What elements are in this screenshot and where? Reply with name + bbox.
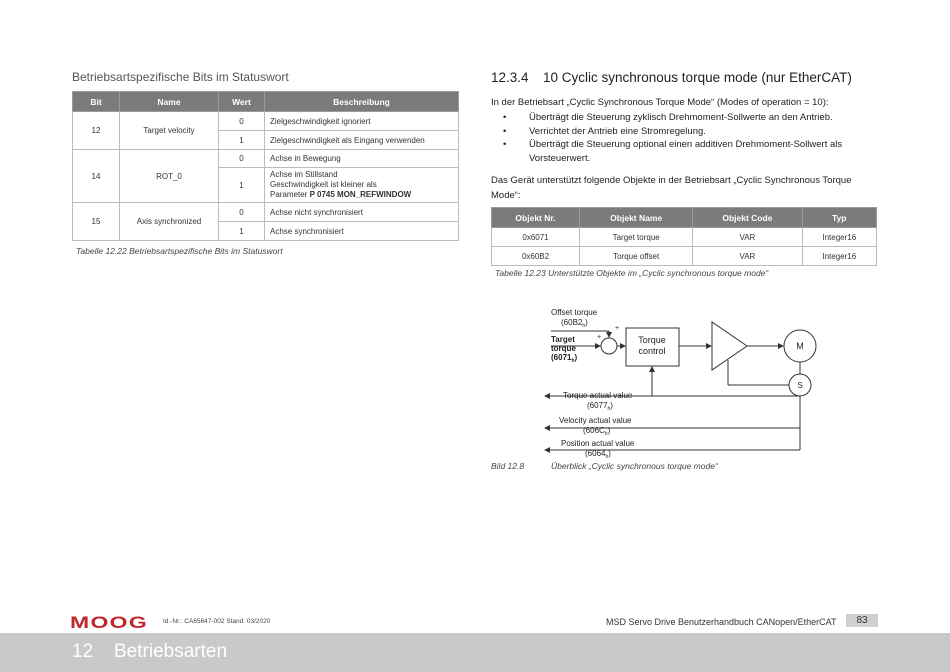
- desc-cell: [265, 168, 459, 203]
- list-item-text: Verrichtet der Antrieb eine Stromregelung.: [529, 125, 706, 137]
- target-torque-object: $(6071_h)$: [551, 353, 578, 364]
- bullet-icon: •: [503, 112, 507, 123]
- table-cell: Torque offset: [580, 247, 693, 266]
- summing-junction: [601, 338, 617, 354]
- table-cell: 0x6071: [492, 228, 580, 247]
- plus-sign: +: [597, 334, 602, 341]
- figure-label: Bild 12.8: [491, 461, 525, 471]
- document-id: Id.-Nr.: CA65647-002 Stand: 03/2020: [163, 618, 271, 625]
- col-header-objekt-nr: Objekt Nr.: [492, 208, 580, 228]
- target-torque-label-1: Target: [551, 335, 575, 344]
- target-torque-label-2: torque: [551, 344, 576, 353]
- bullet-icon: •: [503, 125, 507, 137]
- col-header-wert: Wert: [219, 92, 265, 112]
- section-number: 12.3.4: [491, 70, 529, 85]
- wert-cell: 1: [219, 131, 265, 150]
- manual-title: MSD Servo Drive Benutzerhandbuch CANopen/EtherCAT: [606, 617, 837, 627]
- wert-cell: 1: [219, 168, 265, 203]
- col-header-objekt-name: Objekt Name: [580, 208, 693, 228]
- table-cell: VAR: [693, 228, 802, 247]
- figure-caption-text: Überblick „Cyclic synchronous torque mode“: [551, 461, 718, 471]
- col-header-bit: Bit: [73, 92, 120, 112]
- list-item: [491, 125, 881, 139]
- col-header-name: Name: [120, 92, 219, 112]
- velocity-actual-label: Velocity actual value: [559, 416, 632, 425]
- wert-cell: 1: [219, 222, 265, 241]
- name-cell: Axis synchronized: [120, 203, 219, 241]
- sensor-icon: S: [797, 381, 803, 390]
- desc-cell: Zielgeschwindigkeit ignoriert: [265, 112, 459, 131]
- bit-cell: 15: [73, 203, 120, 241]
- col-header-beschreibung: Beschreibung: [265, 92, 459, 112]
- wert-cell: 0: [219, 203, 265, 222]
- amplifier-triangle: [712, 322, 747, 370]
- position-actual-object: $(6064_h)$: [585, 449, 611, 458]
- desc-line: Achse im Stillstand: [270, 170, 338, 179]
- offset-torque-object: $(60B2_h)$: [561, 318, 588, 329]
- left-section-heading: Betriebsartspezifische Bits im Statuswort: [72, 70, 289, 84]
- table-caption: Tabelle 12.23 Unterstützte Objekte im „Cyclic synchronous torque mode“: [495, 268, 769, 278]
- chapter-bar: [0, 633, 950, 672]
- torque-actual-object: $(6077_h)$: [587, 401, 613, 412]
- table-header-row: [492, 208, 877, 228]
- section-title: [491, 70, 852, 85]
- table-caption: Tabelle 12.22 Betriebsartspezifische Bits im Statuswort: [76, 246, 283, 256]
- bullet-icon: •: [503, 139, 507, 150]
- table-row: [492, 247, 877, 266]
- desc-line: Geschwindigkeit ist kleiner als: [270, 180, 377, 189]
- desc-line: Parameter: [270, 190, 310, 199]
- bit-cell: 14: [73, 150, 120, 203]
- torque-control-label-1: Torque: [638, 335, 666, 345]
- desc-cell: Achse synchronisiert: [265, 222, 459, 241]
- page-number: 83: [846, 614, 878, 627]
- parameter-name: P 0745 MON_REFWINDOW: [309, 190, 412, 199]
- col-header-typ: Typ: [802, 208, 877, 228]
- torque-mode-diagram: [535, 303, 835, 458]
- status-bits-table: [72, 91, 459, 241]
- table-row: [73, 150, 459, 168]
- torque-actual-label: Torque actual value: [563, 391, 633, 400]
- list-item-text: Überträgt die Steuerung optional einen additiven Drehmoment-Sollwert als Vorsteuerwert.: [529, 139, 843, 164]
- table-header-row: [73, 92, 459, 112]
- moog-logo: MOOG: [70, 613, 149, 632]
- wert-cell: 0: [219, 112, 265, 131]
- desc-cell: Achse nicht synchronisiert: [265, 203, 459, 222]
- table-row: [73, 112, 459, 131]
- table-cell: Target torque: [580, 228, 693, 247]
- intro-text: In der Betriebsart „Cyclic Synchronous Torque Mode“ (Modes of operation = 10):: [491, 97, 829, 108]
- torque-control-label-2: control: [638, 346, 666, 356]
- bit-cell: 12: [73, 112, 120, 150]
- list-item: [491, 111, 881, 125]
- desc-cell: Zielgeschwindigkeit als Eingang verwenden: [265, 131, 459, 150]
- chapter-number: 12: [72, 641, 94, 662]
- table-cell: Integer16: [802, 228, 877, 247]
- desc-cell: Achse in Bewegung: [265, 150, 459, 168]
- velocity-actual-object: $(606C_h)$: [583, 426, 611, 437]
- name-cell: ROT_0: [120, 150, 219, 203]
- chapter-title: Betriebsarten: [114, 641, 228, 662]
- table-cell: VAR: [693, 247, 802, 266]
- figure-caption: [491, 461, 718, 471]
- list-item-text: Überträgt die Steuerung zyklisch Drehmoment-Sollwerte an den Antrieb.: [529, 112, 833, 123]
- plus-sign: +: [615, 325, 620, 332]
- table-cell: Integer16: [802, 247, 877, 266]
- wert-cell: 0: [219, 150, 265, 168]
- bullet-list: [491, 111, 881, 165]
- table-row: [492, 228, 877, 247]
- offset-torque-label: Offset torque: [551, 308, 598, 317]
- name-cell: Target velocity: [120, 112, 219, 150]
- col-header-objekt-code: Objekt Code: [693, 208, 802, 228]
- objects-table: [491, 207, 877, 266]
- list-item: [491, 138, 881, 165]
- objects-intro-text: Das Gerät unterstützt folgende Objekte in der Betriebsart „Cyclic Synchronous Torque Mode“:: [491, 175, 852, 201]
- table-cell: 0x60B2: [492, 247, 580, 266]
- table-row: [73, 203, 459, 222]
- motor-icon: M: [796, 341, 804, 351]
- section-title-text: 10 Cyclic synchronous torque mode (nur EtherCAT): [543, 70, 852, 85]
- position-actual-label: Position actual value: [561, 439, 635, 448]
